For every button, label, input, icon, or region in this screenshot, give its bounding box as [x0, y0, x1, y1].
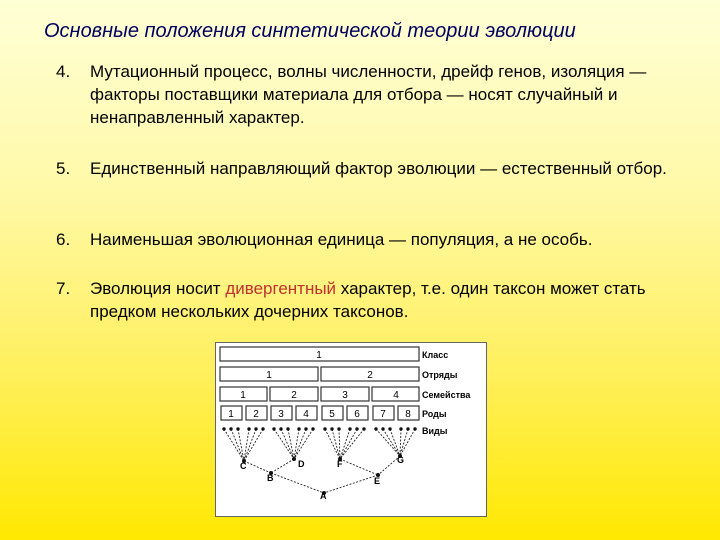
- tree-branch: [400, 429, 415, 456]
- tree-branch: [294, 429, 306, 459]
- tree-node: [297, 427, 300, 430]
- family-number: 2: [291, 390, 297, 401]
- level-label: Виды: [422, 426, 448, 436]
- tree-branch: [324, 475, 381, 493]
- tree-node: [330, 427, 333, 430]
- node-label-f: F: [337, 459, 343, 469]
- genus-number: 8: [405, 409, 411, 420]
- tree-node: [399, 427, 402, 430]
- tree-branch: [376, 429, 400, 456]
- item-number: 4.: [56, 62, 71, 81]
- level-label: Отряды: [422, 370, 458, 380]
- family-number: 3: [342, 390, 348, 401]
- node-label-d: D: [298, 459, 305, 469]
- tree-node: [323, 427, 326, 430]
- tree-branch: [224, 429, 244, 461]
- tree-node: [355, 427, 358, 430]
- genus-number: 7: [380, 409, 386, 420]
- item-text: [90, 277, 690, 323]
- tree-node: [272, 427, 275, 430]
- tree-node: [413, 427, 416, 430]
- tree-node: [286, 427, 289, 430]
- item-text-start: Эволюция носит: [90, 279, 226, 298]
- phylogeny-nodes: [222, 427, 416, 495]
- genus-number: 2: [253, 409, 259, 420]
- family-number: 1: [240, 390, 246, 401]
- tree-node: [388, 427, 391, 430]
- item-number: 7.: [56, 279, 71, 298]
- tree-branch: [271, 473, 324, 493]
- tree-node: [406, 427, 409, 430]
- tree-branch: [231, 429, 244, 461]
- tree-node: [236, 427, 239, 430]
- tree-branch: [281, 429, 294, 459]
- tree-node: [292, 457, 296, 461]
- tree-branch: [340, 429, 364, 459]
- class-number: 1: [316, 350, 322, 361]
- tree-branch: [294, 429, 299, 459]
- tree-branch: [340, 429, 350, 459]
- level-label: Роды: [422, 409, 447, 419]
- tree-node: [261, 427, 264, 430]
- node-label-c: C: [240, 461, 247, 471]
- tree-node: [362, 427, 365, 430]
- node-label-g: G: [397, 455, 405, 465]
- tree-node: [254, 427, 257, 430]
- taxonomy-tree-svg: [216, 343, 486, 516]
- tree-node: [222, 427, 225, 430]
- tree-branch: [244, 429, 263, 461]
- item-number: 6.: [56, 230, 71, 249]
- tree-branch: [244, 429, 256, 461]
- tree-node: [311, 427, 314, 430]
- phylogeny-lines: [224, 429, 415, 493]
- tree-branch: [244, 461, 271, 473]
- genus-number: 3: [278, 409, 284, 420]
- tree-node: [279, 427, 282, 430]
- genus-boxes: [221, 406, 419, 420]
- family-number: 4: [393, 390, 399, 401]
- tree-branch: [288, 429, 294, 459]
- taxonomy-diagram: [215, 342, 487, 517]
- tree-node: [337, 427, 340, 430]
- order-number: 1: [266, 370, 272, 381]
- tree-branch: [325, 429, 340, 459]
- genus-number: 5: [329, 409, 335, 420]
- page-title: Основные положения синтетической теории эволюции: [44, 20, 576, 42]
- tree-branch: [400, 429, 401, 456]
- tree-branch: [271, 459, 294, 473]
- genus-number: 6: [354, 409, 360, 420]
- node-label-e: E: [374, 476, 381, 486]
- tree-node: [247, 427, 250, 430]
- highlight-word: дивергентный: [225, 279, 337, 298]
- genus-number: 4: [303, 409, 309, 420]
- item-text: Мутационный процесс, волны численности, дрейф генов, изоляция — факторы поставщики материала для отбора — носят случайный и ненаправленный характер.: [90, 62, 647, 127]
- tree-node: [304, 427, 307, 430]
- order-number: 2: [367, 370, 373, 381]
- node-label-b: B: [267, 473, 274, 483]
- item-text: Наименьшая эволюционная единица — популяция, а не особь.: [90, 230, 593, 249]
- genus-number: 1: [228, 409, 234, 420]
- tree-node: [229, 427, 232, 430]
- node-label-a: A: [320, 491, 327, 501]
- item-text-end: характер, т.е. один таксон может стать предком нескольких дочерних таксонов.: [90, 279, 646, 321]
- tree-node: [348, 427, 351, 430]
- tree-node: [381, 427, 384, 430]
- level-label: Семейства: [422, 390, 471, 400]
- item-number: 5.: [56, 159, 71, 178]
- tree-branch: [340, 459, 378, 475]
- tree-node: [374, 427, 377, 430]
- level-label: Класс: [422, 350, 449, 360]
- item-text: Единственный направляющий фактор эволюции — естественный отбор.: [90, 159, 667, 178]
